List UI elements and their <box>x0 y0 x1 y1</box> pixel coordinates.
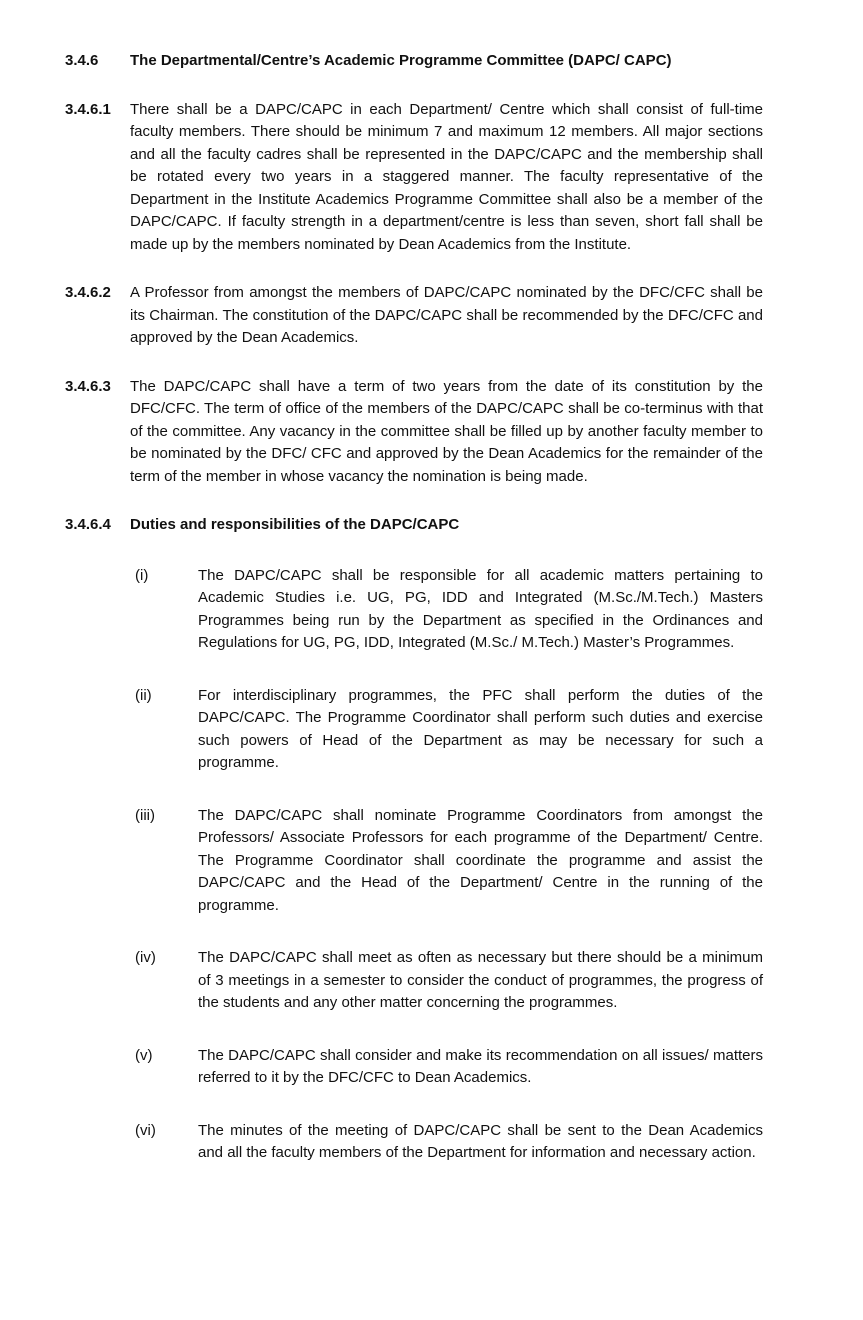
section-heading-3-4-6 <box>65 50 763 73</box>
section-paragraph-3-4-6-1 <box>65 99 763 257</box>
list-item-label: (iii) <box>135 806 155 824</box>
list-item-text: The DAPC/CAPC shall be responsible for all academic matters pertaining to Academic Studies i.e. UG, PG, IDD and Integrated (M.Sc./M.Tech.) Masters Programmes being run by the Department as specified in the Ordinances and Regulations for UG, PG, IDD, Integrated (M.Sc./ M.Tech.) Master’s Programmes. <box>198 566 763 651</box>
section-heading-3-4-6-4 <box>65 514 763 537</box>
section-number: 3.4.6.3 <box>65 377 111 395</box>
list-item <box>135 1045 763 1090</box>
list-item-label: (vi) <box>135 1121 156 1139</box>
section-text: The DAPC/CAPC shall have a term of two years from the date of its constitution by the DFC/CFC. The term of office of the members of the DAPC/CAPC shall be co-terminus with that of the committee. Any vacancy in the committee shall be filled up by another faculty member to be nominated by the DFC/ CFC and approved by the Dean Academics for the remainder of the term of the member in whose vacancy the nomination is being made. <box>130 377 763 485</box>
list-item <box>135 805 763 918</box>
section-text: There shall be a DAPC/CAPC in each Department/ Centre which shall consist of full-time faculty members. There should be minimum 7 and maximum 12 members. All major sections and all the faculty cadres shall be represented in the DAPC/CAPC and the membership shall be rotated every two years in a staggered manner. The faculty representative of the Department in the Institute Academics Programme Committee shall also be a member of the DAPC/CAPC. If faculty strength in a department/centre is less than seven, short fall shall be made up by the members nominated by Dean Academics from the Institute. <box>130 100 763 253</box>
list-item-text: The DAPC/CAPC shall nominate Programme Coordinators from amongst the Professors/ Associate Professors for each programme of the Department/ Centre. The Programme Coordinator shall coordinate the programme and assist the DAPC/CAPC and the Head of the Department/ Centre in the running of the programme. <box>198 806 763 914</box>
duties-list <box>135 565 763 1165</box>
list-item <box>135 947 763 1015</box>
section-number: 3.4.6 <box>65 52 99 69</box>
list-item-label: (ii) <box>135 686 152 704</box>
list-item-text: The minutes of the meeting of DAPC/CAPC shall be sent to the Dean Academics and all the faculty members of the Department for information and necessary action. <box>198 1121 763 1161</box>
section-number: 3.4.6.1 <box>65 100 111 118</box>
section-paragraph-3-4-6-3 <box>65 376 763 489</box>
list-item-text: For interdisciplinary programmes, the PFC shall perform the duties of the DAPC/CAPC. The Programme Coordinator shall perform such duties and exercise such powers of Head of the Department as may be necessary for such a programme. <box>198 686 763 771</box>
section-title: Duties and responsibilities of the DAPC/CAPC <box>130 516 460 533</box>
section-number: 3.4.6.4 <box>65 516 111 533</box>
section-title: The Departmental/Centre’s Academic Programme Committee (DAPC/ CAPC) <box>130 52 672 69</box>
list-item-text: The DAPC/CAPC shall meet as often as necessary but there should be a minimum of 3 meetings in a semester to consider the conduct of programmes, the progress of the students and any other matter concerning the programmes. <box>198 949 763 1011</box>
list-item-label: (i) <box>135 566 149 584</box>
list-item <box>135 565 763 655</box>
section-paragraph-3-4-6-2 <box>65 282 763 350</box>
section-number: 3.4.6.2 <box>65 284 111 301</box>
list-item-label: (v) <box>135 1046 153 1064</box>
list-gutter <box>65 565 130 1165</box>
section-text: A Professor from amongst the members of DAPC/CAPC nominated by the DFC/CFC shall be its Chairman. The constitution of the DAPC/CAPC shall be recommended by the DFC/CFC and approved by the Dean Academics. <box>130 284 763 346</box>
duties-list-block <box>65 565 763 1165</box>
list-item <box>135 1120 763 1165</box>
list-item-text: The DAPC/CAPC shall consider and make its recommendation on all issues/ matters referred to it by the DFC/CFC to Dean Academics. <box>198 1046 763 1086</box>
list-item-label: (iv) <box>135 949 156 966</box>
list-item <box>135 685 763 775</box>
